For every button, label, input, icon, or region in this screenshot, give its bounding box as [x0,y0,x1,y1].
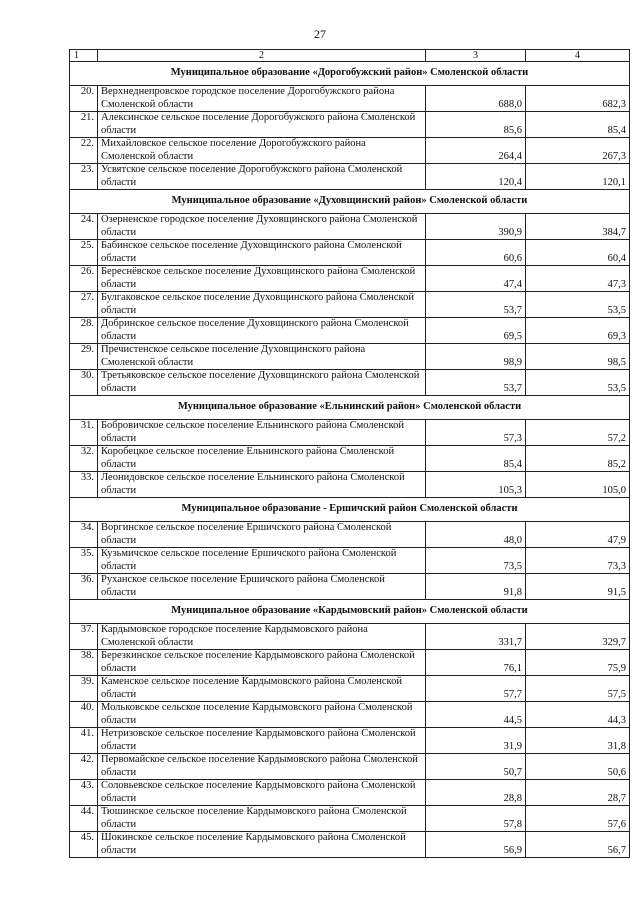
table-row [70,574,630,600]
row-number: 36. [70,574,98,600]
table-row [70,832,630,858]
value-column-4: 384,7 [526,214,630,240]
section-title: Муниципальное образование «Духовщинский район» Смоленской области [70,190,630,214]
section-header-row [70,396,630,420]
settlement-name: Озерненское городское поселение Духовщинского района Смоленской области [98,214,426,240]
settlement-name: Коробецкое сельское поселение Ельнинского района Смоленской области [98,446,426,472]
value-column-4: 56,7 [526,832,630,858]
settlement-name: Кузьмичское сельское поселение Ершичского района Смоленской области [98,548,426,574]
table-row [70,446,630,472]
value-column-3: 76,1 [426,650,526,676]
row-number: 21. [70,112,98,138]
value-column-4: 57,2 [526,420,630,446]
value-column-4: 75,9 [526,650,630,676]
settlement-name: Бобровичское сельское поселение Ельнинского района Смоленской области [98,420,426,446]
settlement-name: Мольковское сельское поселение Кардымовского района Смоленской области [98,702,426,728]
value-column-3: 57,8 [426,806,526,832]
settlement-name: Михайловское сельское поселение Дорогобужского района Смоленской области [98,138,426,164]
table-row [70,754,630,780]
value-column-3: 69,5 [426,318,526,344]
table-row [70,702,630,728]
row-number: 34. [70,522,98,548]
value-column-3: 85,6 [426,112,526,138]
row-number: 28. [70,318,98,344]
row-number: 25. [70,240,98,266]
row-number: 32. [70,446,98,472]
settlement-name: Бабинское сельское поселение Духовщинского района Смоленской области [98,240,426,266]
table-row [70,292,630,318]
settlement-name: Березкинское сельское поселение Кардымовского района Смоленской области [98,650,426,676]
column-header: 4 [526,50,630,62]
row-number: 45. [70,832,98,858]
value-column-4: 47,9 [526,522,630,548]
value-column-3: 60,6 [426,240,526,266]
value-column-3: 44,5 [426,702,526,728]
column-header: 1 [70,50,98,62]
settlement-name: Каменское сельское поселение Кардымовского района Смоленской области [98,676,426,702]
value-column-3: 47,4 [426,266,526,292]
table-row [70,780,630,806]
settlement-name: Третьяковское сельское поселение Духовщинского района Смоленской области [98,370,426,396]
section-header-row [70,498,630,522]
section-title: Муниципальное образование - Ершичский район Смоленской области [70,498,630,522]
value-column-3: 91,8 [426,574,526,600]
value-column-4: 73,3 [526,548,630,574]
value-column-3: 57,3 [426,420,526,446]
column-header-row [70,50,630,62]
value-column-4: 57,6 [526,806,630,832]
row-number: 44. [70,806,98,832]
table-row [70,522,630,548]
settlement-name: Соловьевское сельское поселение Кардымовского района Смоленской области [98,780,426,806]
row-number: 30. [70,370,98,396]
table-row [70,420,630,446]
section-header-row [70,62,630,86]
row-number: 22. [70,138,98,164]
row-number: 20. [70,86,98,112]
value-column-3: 31,9 [426,728,526,754]
value-column-3: 53,7 [426,292,526,318]
value-column-3: 105,3 [426,472,526,498]
settlement-name: Пречистенское сельское поселение Духовщинского района Смоленской области [98,344,426,370]
value-column-4: 53,5 [526,370,630,396]
table-row [70,472,630,498]
row-number: 38. [70,650,98,676]
section-header-row [70,190,630,214]
value-column-3: 120,4 [426,164,526,190]
value-column-3: 98,9 [426,344,526,370]
table-row [70,676,630,702]
settlement-name: Нетризовское сельское поселение Кардымовского района Смоленской области [98,728,426,754]
row-number: 24. [70,214,98,240]
settlement-name: Алексинское сельское поселение Дорогобужского района Смоленской области [98,112,426,138]
value-column-4: 329,7 [526,624,630,650]
row-number: 35. [70,548,98,574]
settlement-name: Воргинское сельское поселение Ершичского района Смоленской области [98,522,426,548]
value-column-3: 73,5 [426,548,526,574]
value-column-4: 98,5 [526,344,630,370]
section-header-row [70,600,630,624]
row-number: 33. [70,472,98,498]
section-title: Муниципальное образование «Ельнинский район» Смоленской области [70,396,630,420]
table-row [70,266,630,292]
settlements-table [69,49,630,858]
table-row [70,138,630,164]
table-row [70,728,630,754]
value-column-3: 28,8 [426,780,526,806]
settlement-name: Первомайское сельское поселение Кардымовского района Смоленской области [98,754,426,780]
value-column-3: 85,4 [426,446,526,472]
table-row [70,806,630,832]
column-header: 2 [98,50,426,62]
value-column-4: 120,1 [526,164,630,190]
value-column-4: 267,3 [526,138,630,164]
value-column-3: 57,7 [426,676,526,702]
settlement-name: Верхнеднепровское городское поселение Дорогобужского района Смоленской области [98,86,426,112]
value-column-4: 57,5 [526,676,630,702]
row-number: 43. [70,780,98,806]
value-column-3: 53,7 [426,370,526,396]
row-number: 27. [70,292,98,318]
table-row [70,548,630,574]
table-row [70,112,630,138]
row-number: 29. [70,344,98,370]
value-column-4: 28,7 [526,780,630,806]
row-number: 23. [70,164,98,190]
value-column-4: 85,4 [526,112,630,138]
row-number: 26. [70,266,98,292]
value-column-3: 331,7 [426,624,526,650]
row-number: 41. [70,728,98,754]
settlement-name: Береснёвское сельское поселение Духовщинского района Смоленской области [98,266,426,292]
settlement-name: Тюшинское сельское поселение Кардымовского района Смоленской области [98,806,426,832]
value-column-4: 53,5 [526,292,630,318]
row-number: 39. [70,676,98,702]
value-column-4: 105,0 [526,472,630,498]
value-column-3: 56,9 [426,832,526,858]
value-column-4: 682,3 [526,86,630,112]
value-column-3: 390,9 [426,214,526,240]
value-column-4: 91,5 [526,574,630,600]
value-column-3: 264,4 [426,138,526,164]
column-header: 3 [426,50,526,62]
row-number: 40. [70,702,98,728]
table-row [70,86,630,112]
settlement-name: Добринское сельское поселение Духовщинского района Смоленской области [98,318,426,344]
row-number: 42. [70,754,98,780]
row-number: 37. [70,624,98,650]
value-column-4: 47,3 [526,266,630,292]
value-column-4: 50,6 [526,754,630,780]
table-row [70,214,630,240]
settlement-name: Усвятское сельское поселение Дорогобужского района Смоленской области [98,164,426,190]
settlement-name: Кардымовское городское поселение Кардымовского района Смоленской области [98,624,426,650]
settlement-name: Булгаковское сельское поселение Духовщинского района Смоленской области [98,292,426,318]
settlement-name: Леонидовское сельское поселение Ельнинского района Смоленской области [98,472,426,498]
table-row [70,318,630,344]
value-column-4: 31,8 [526,728,630,754]
section-title: Муниципальное образование «Дорогобужский район» Смоленской области [70,62,630,86]
value-column-4: 85,2 [526,446,630,472]
value-column-3: 688,0 [426,86,526,112]
value-column-4: 60,4 [526,240,630,266]
table-row [70,344,630,370]
page-number: 27 [314,27,326,41]
table-row [70,240,630,266]
value-column-4: 69,3 [526,318,630,344]
settlement-name: Руханское сельское поселение Ершичского района Смоленской области [98,574,426,600]
value-column-3: 50,7 [426,754,526,780]
settlement-name: Шокинское сельское поселение Кардымовского района Смоленской области [98,832,426,858]
table-row [70,370,630,396]
row-number: 31. [70,420,98,446]
table-row [70,164,630,190]
table-row [70,650,630,676]
table-row [70,624,630,650]
section-title: Муниципальное образование «Кардымовский район» Смоленской области [70,600,630,624]
value-column-4: 44,3 [526,702,630,728]
table-body [70,50,630,858]
value-column-3: 48,0 [426,522,526,548]
